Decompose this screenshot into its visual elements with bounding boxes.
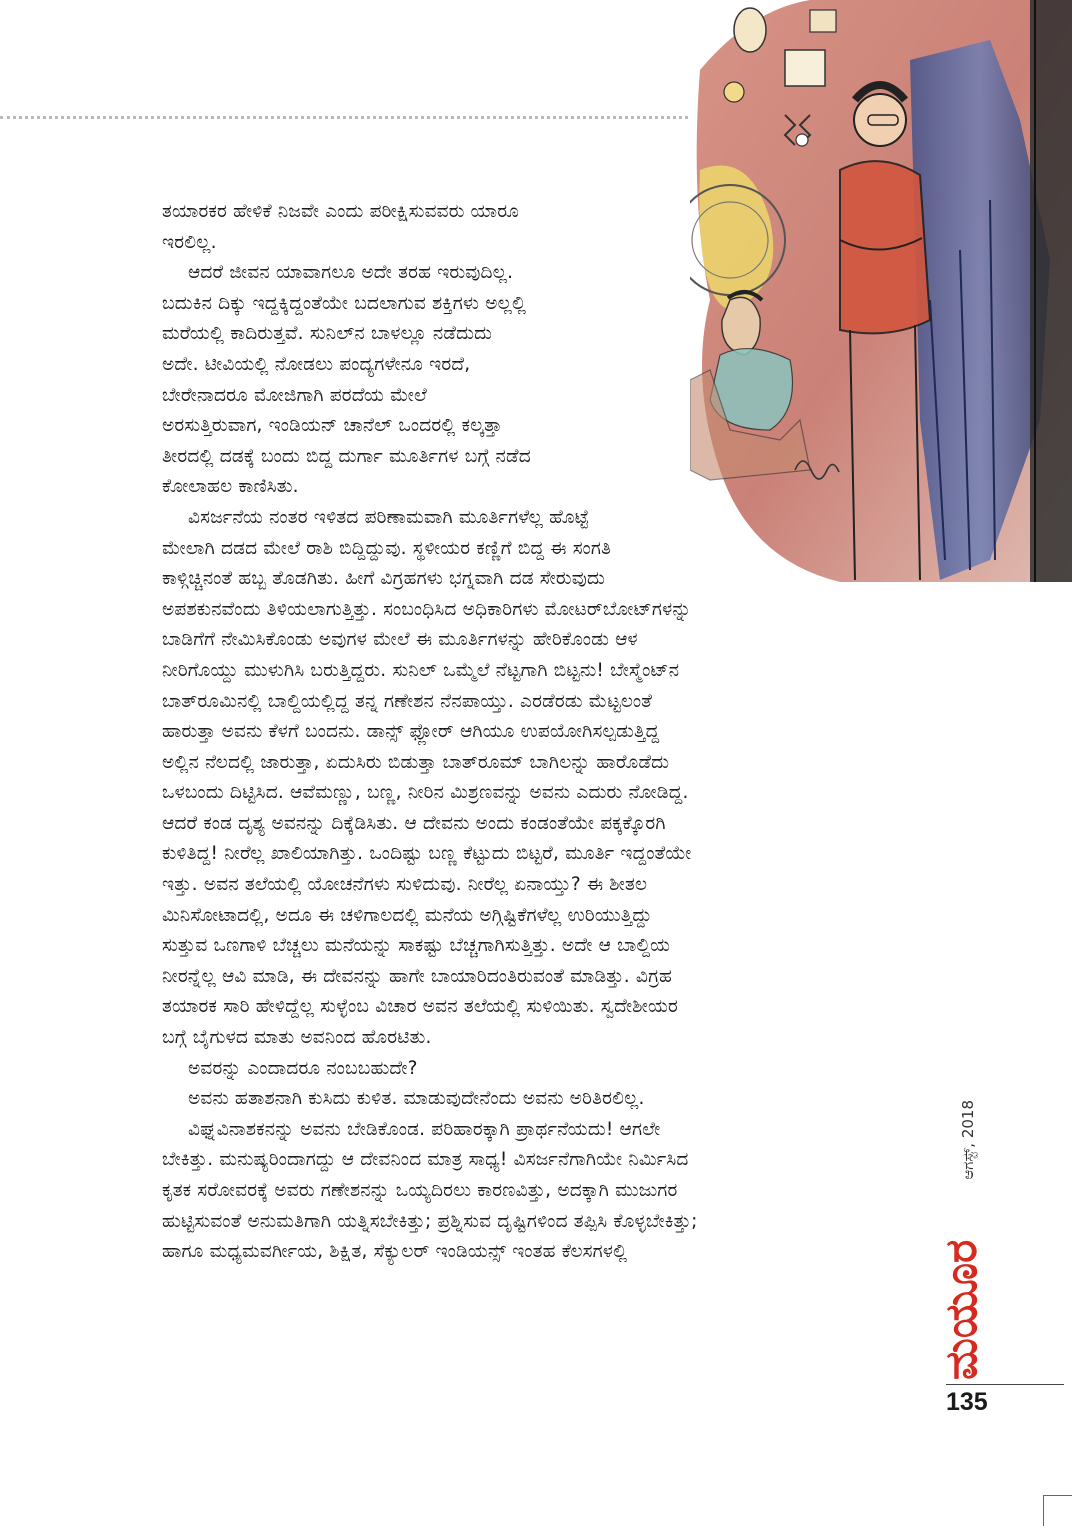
article-paragraph (162, 197, 910, 258)
article-line: ವಿಘ್ನವಿನಾಶಕನನ್ನು ಅವನು ಬೇಡಿಕೊಂಡ. ಪರಿಹಾರಕ್ಕಾಗಿ ಪ್ರಾರ್ಥನೆಯದು! ಆಗಲೇ (188, 1118, 661, 1140)
article-line: ಒಳಬಂದು ದಿಟ್ಟಿಸಿದ. ಆವೆಮಣ್ಣು, ಬಣ್ಣ, ನೀರಿನ ಮಿಶ್ರಣವನ್ನು ಅವನು ಎದುರು ನೋಡಿದ್ದ. (162, 782, 689, 804)
article-line: ಅವನು ಹತಾಶನಾಗಿ ಕುಸಿದು ಕುಳಿತ. ಮಾಡುವುದೇನೆಂದು ಅವನು ಅರಿತಿರಲಿಲ್ಲ. (188, 1088, 645, 1110)
crop-mark (1043, 1495, 1072, 1526)
article-line: ಅಲ್ಲಿನ ನೆಲದಲ್ಲಿ ಜಾರುತ್ತಾ, ಏದುಸಿರು ಬಿಡುತ್ತಾ ಬಾತ್‌ರೂಮ್ ಬಾಗಿಲನ್ನು ಹಾರೊಡೆದು (162, 751, 670, 773)
article-line: ಬಾಡಿಗೆಗೆ ನೇಮಿಸಿಕೊಂಡು ಅವುಗಳ ಮೇಲೆ ಈ ಮೂರ್ತಿಗಳನ್ನು ಹೇರಿಕೊಂಡು ಆಳ (162, 629, 638, 651)
article-line: ಅದೇ. ಟೀವಿಯಲ್ಲಿ ನೋಡಲು ಪಂದ್ಯಗಳೇನೂ ಇರದೆ, (162, 353, 471, 375)
article-line: ಆದರೆ ಕಂಡ ದೃಶ್ಯ ಅವನನ್ನು ದಿಕ್ಕೆಡಿಸಿತು. ಆ ದೇವನು ಅಂದು ಕಂಡಂತೆಯೇ ಪಕ್ಕಕ್ಕೊರಗಿ (162, 812, 666, 834)
article-line: ಬಾತ್‌ರೂಮಿನಲ್ಲಿ ಬಾಲ್ದಿಯಲ್ಲಿದ್ದ ತನ್ನ ಗಣೇಶನ ನೆನಪಾಯ್ತು. ಎರಡೆರಡು ಮೆಟ್ಟಲಂತೆ (162, 690, 653, 712)
magazine-name: ಮಯೂರ (936, 1239, 987, 1380)
article-line: ಇತ್ತು. ಅವನ ತಲೆಯಲ್ಲಿ ಯೋಚನೆಗಳು ಸುಳಿದುವು. ನೀರೆಲ್ಲ ಏನಾಯ್ತು? ಈ ಶೀತಲ (162, 874, 648, 896)
article-line: ನೀರಿಗೊಯ್ದು ಮುಳುಗಿಸಿ ಬರುತ್ತಿದ್ದರು. ಸುನಿಲ್ ಒಮ್ಮೆಲೆ ನೆಟ್ಟಗಾಗಿ ಬಿಟ್ಟನು! ಬೇಸ್ಮೆಂಟ್‌ನ (162, 659, 680, 681)
article-line: ಅರಸುತ್ತಿರುವಾಗ, ಇಂಡಿಯನ್ ಚಾನೆಲ್ ಒಂದರಲ್ಲಿ ಕಲ್ಕತ್ತಾ (162, 415, 503, 437)
article-line: ಕುಳಿತಿದ್ದ! ನೀರೆಲ್ಲ ಖಾಲಿಯಾಗಿತ್ತು. ಒಂದಿಷ್ಟು ಬಣ್ಣ ಕೆಟ್ಟುದು ಬಿಟ್ಟರೆ, ಮೂರ್ತಿ ಇದ್ದಂತೆಯೇ (162, 843, 692, 865)
article-line: ನೀರನ್ನೆಲ್ಲ ಆವಿ ಮಾಡಿ, ಈ ದೇವನನ್ನು ಹಾಗೇ ಬಾಯಾರಿದಂತಿರುವಂತೆ ಮಾಡಿತ್ತು. ವಿಗ್ರಹ (162, 965, 673, 987)
page-number: 135 (946, 1388, 988, 1416)
article-line: ಮೇಲಾಗಿ ದಡದ ಮೇಲೆ ರಾಶಿ ಬಿದ್ದಿದ್ದುವು. ಸ್ಥಳೀಯರ ಕಣ್ಣಿಗೆ ಬಿದ್ದ ಈ ಸಂಗತಿ (162, 537, 612, 559)
issue-date: ಆಗಸ್ಟ್, 2018 (959, 1100, 977, 1180)
article-line: ವಿಸರ್ಜನೆಯ ನಂತರ ಇಳಿತದ ಪರಿಣಾಮವಾಗಿ ಮೂರ್ತಿಗಳೆಲ್ಲ ಹೊಟ್ಟೆ (188, 506, 590, 528)
article-line: ಸುತ್ತುವ ಒಣಗಾಳಿ ಬೆಚ್ಚಲು ಮನೆಯನ್ನು ಸಾಕಷ್ಟು ಬೆಚ್ಚಗಾಗಿಸುತ್ತಿತ್ತು. ಅದೇ ಆ ಬಾಲ್ದಿಯ (162, 935, 671, 957)
article-line: ಬೇಕಿತ್ತು. ಮನುಷ್ಯರಿಂದಾಗದ್ದು ಆ ದೇವನಿಂದ ಮಾತ್ರ ಸಾಧ್ಯ! ವಿಸರ್ಜನೆಗಾಗಿಯೇ ನಿರ್ಮಿಸಿದ (162, 1149, 689, 1171)
article-paragraph (162, 1084, 910, 1115)
article-line: ತಯಾರಕರ ಹೇಳಿಕೆ ನಿಜವೇ ಎಂದು ಪರೀಕ್ಷಿಸುವವರು ಯಾರೂ (162, 201, 520, 222)
header-dotted-rule (0, 116, 688, 119)
article-line: ಅವರನ್ನು ಎಂದಾದರೂ ನಂಬಬಹುದೇ? (188, 1057, 418, 1079)
issue-date-vertical (948, 1100, 988, 1250)
article-paragraph (162, 503, 910, 1054)
article-line: ತಯಾರಕ ಸಾರಿ ಹೇಳಿದ್ದೆಲ್ಲ ಸುಳ್ಳೆಂಬ ವಿಚಾರ ಅವನ ತಲೆಯಲ್ಲಿ ಸುಳಿಯಿತು. ಸ್ವದೇಶೀಯರ (162, 996, 678, 1018)
article-line: ಹಾರುತ್ತಾ ಅವನು ಕೆಳಗೆ ಬಂದನು. ಡಾನ್ಸ್ ಫ್ಲೋರ್ ಆಗಿಯೂ ಉಪಯೋಗಿಸಲ್ಪಡುತ್ತಿದ್ದ (162, 721, 660, 743)
article-line: ಹಾಗೂ ಮಧ್ಯಮವರ್ಗೀಯ, ಶಿಕ್ಷಿತ, ಸೆಕ್ಯುಲರ್ ಇಂಡಿಯನ್ಸ್ ಇಂತಹ ಕೆಲಸಗಳಲ್ಲಿ (162, 1241, 628, 1263)
article-line: ತೀರದಲ್ಲಿ ದಡಕ್ಕೆ ಬಂದು ಬಿದ್ದ ದುರ್ಗಾ ಮೂರ್ತಿಗಳ ಬಗ್ಗೆ ನಡೆದ (162, 445, 531, 467)
article-line: ಬೇರೇನಾದರೂ ಮೋಜಿಗಾಗಿ ಪರದೆಯ ಮೇಲೆ (162, 384, 427, 406)
article-line: ಬಗ್ಗೆ ಬೈಗುಳದ ಮಾತು ಅವನಿಂದ ಹೊರಟಿತು. (162, 1027, 432, 1049)
article-line: ಮರೆಯಲ್ಲಿ ಕಾದಿರುತ್ತವೆ. ಸುನಿಲ್‌ನ ಬಾಳಲ್ಲೂ ನಡೆದುದು (162, 323, 493, 345)
article-line: ಆದರೆ ಜೀವನ ಯಾವಾಗಲೂ ಅದೇ ತರಹ ಇರುವುದಿಲ್ಲ. (188, 262, 514, 284)
article-line: ಕಾಳ್ಗಿಚ್ಚಿನಂತೆ ಹಬ್ಬ ತೊಡಗಿತು. ಹೀಗೆ ವಿಗ್ರಹಗಳು ಭಗ್ನವಾಗಿ ದಡ ಸೇರುವುದು (162, 568, 606, 590)
page-number-rule (946, 1384, 1064, 1385)
article-line: ಕೋಲಾಹಲ ಕಾಣಿಸಿತು. (162, 476, 299, 498)
article-line: ಬದುಕಿನ ದಿಕ್ಕು ಇದ್ದಕ್ಕಿದ್ದಂತೆಯೇ ಬದಲಾಗುವ ಶಕ್ತಿಗಳು ಅಲ್ಲಲ್ಲಿ (162, 292, 527, 314)
article-paragraph (162, 1115, 910, 1268)
article-paragraph (162, 1054, 910, 1085)
article-line: ಕೃತಕ ಸರೋವರಕ್ಕೆ ಅವರು ಗಣೇಶನನ್ನು ಒಯ್ಯದಿರಲು ಕಾರಣವಿತ್ತು, ಅದಕ್ಕಾಗಿ ಮುಜುಗರ (162, 1180, 678, 1201)
article-line: ಅಪಶಕುನವೆಂದು ತಿಳಿಯಲಾಗುತ್ತಿತ್ತು. ಸಂಬಂಧಿಸಿದ ಅಧಿಕಾರಿಗಳು ಮೋಟರ್‌ಬೋಟ್‌ಗಳನ್ನು (162, 598, 692, 620)
article-body (162, 197, 910, 1268)
article-line: ಮಿನಿಸೋಟಾದಲ್ಲಿ, ಅದೂ ಈ ಚಳಿಗಾಲದಲ್ಲಿ ಮನೆಯ ಅಗ್ಗಿಷ್ಟಿಕೆಗಳೆಲ್ಲ ಉರಿಯುತ್ತಿದ್ದು (162, 904, 653, 926)
article-line: ಹುಟ್ಟಿಸುವಂತೆ ಅನುಮತಿಗಾಗಿ ಯತ್ನಿಸಬೇಕಿತ್ತು; ಪ್ರಶ್ನಿಸುವ ದೃಷ್ಟಿಗಳಿಂದ ತಪ್ಪಿಸಿ ಕೊಳ್ಳಬೇಕಿತ್ತು; (162, 1210, 698, 1232)
article-line: ಇರಲಿಲ್ಲ. (162, 231, 217, 253)
article-paragraph (162, 258, 910, 503)
